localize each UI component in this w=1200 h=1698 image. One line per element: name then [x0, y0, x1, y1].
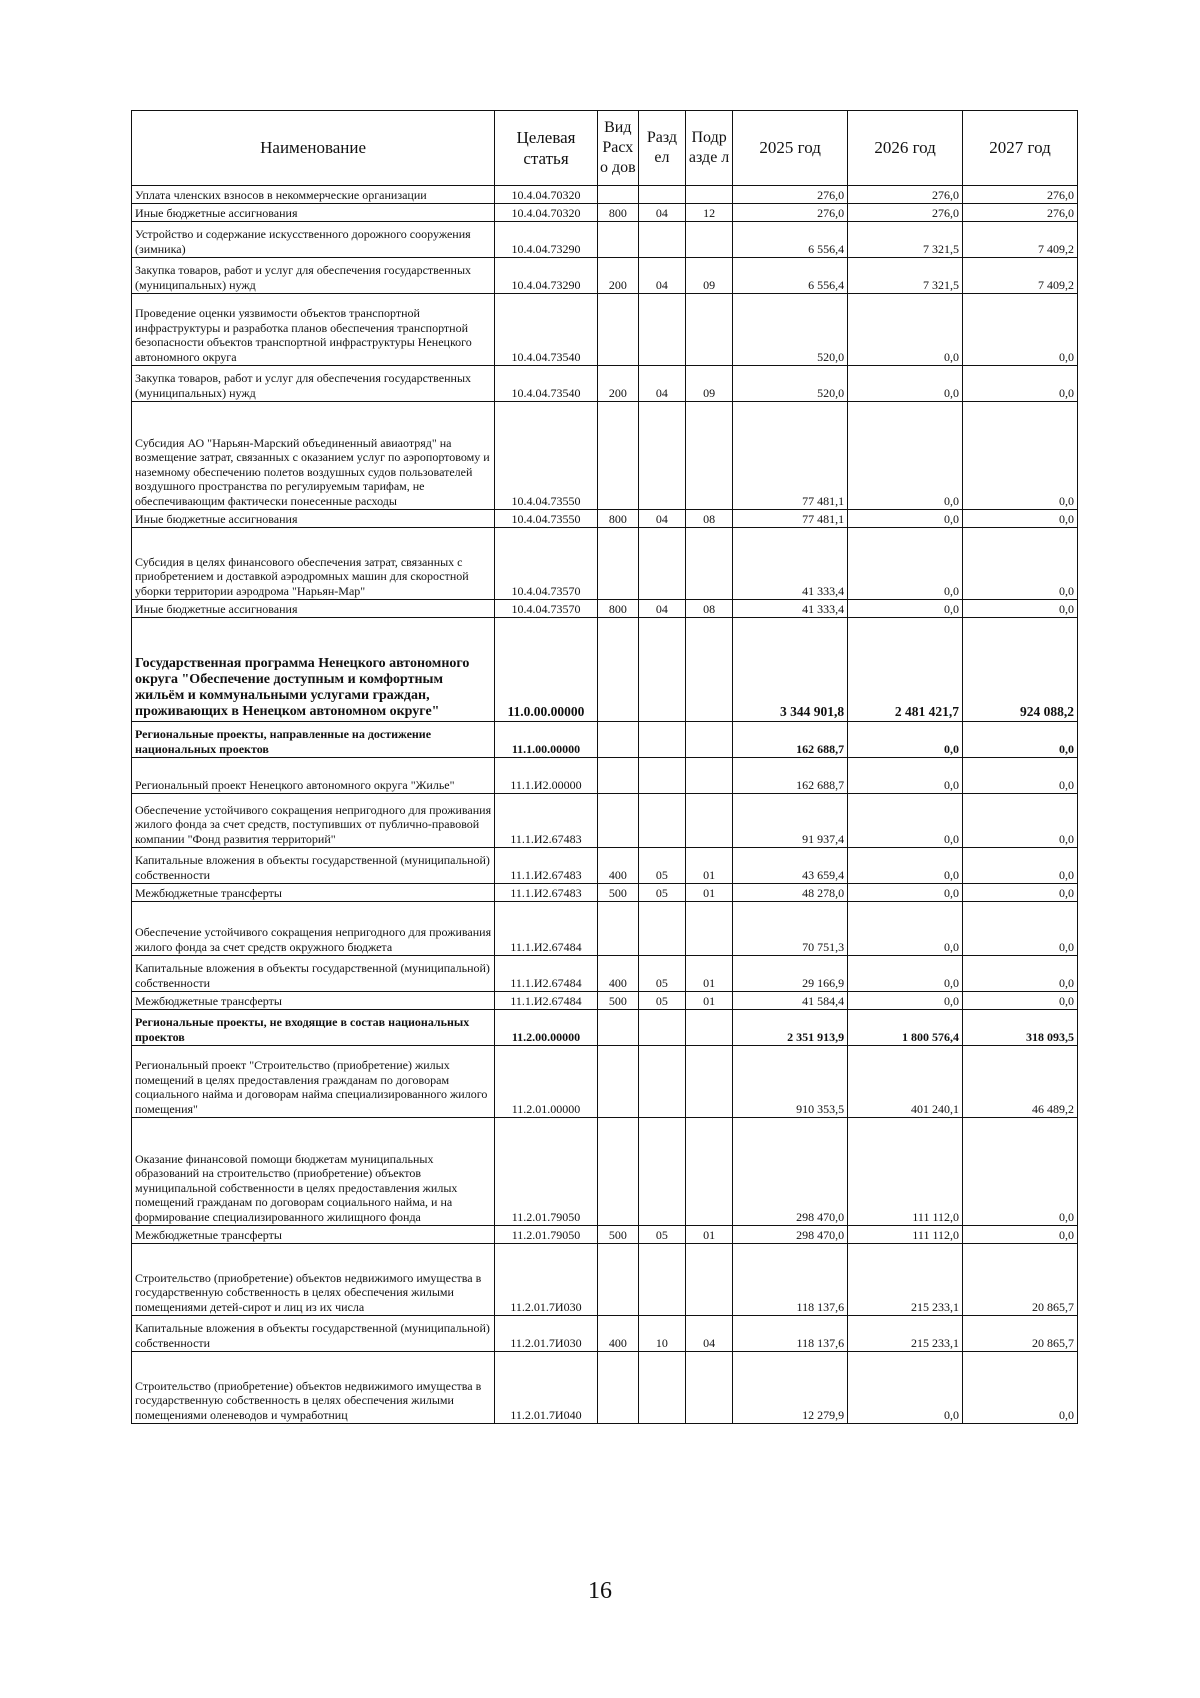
row-expense-type-cell: 400 [597, 1316, 638, 1352]
table-row [132, 222, 1078, 258]
row-2026-cell: 0,0 [848, 956, 963, 992]
header-target-article: Целевая статья [495, 111, 598, 186]
row-2027-cell: 0,0 [963, 294, 1078, 366]
row-2027-cell: 7 409,2 [963, 222, 1078, 258]
row-2026-cell: 0,0 [848, 366, 963, 402]
row-expense-type-cell: 800 [597, 510, 638, 528]
table-body [132, 186, 1078, 1424]
row-target-code-cell: 10.4.04.73570 [495, 528, 598, 600]
row-name-cell: Строительство (приобретение) объектов недвижимого имущества в государственную собственность в целях обеспечения жилыми помещениями детей-сирот и лиц из их числа [132, 1244, 495, 1316]
row-expense-type-cell: 500 [597, 1226, 638, 1244]
row-subsection-cell: 04 [686, 1316, 733, 1352]
row-2026-cell: 1 800 576,4 [848, 1010, 963, 1046]
row-target-code-cell: 11.1.00.00000 [495, 722, 598, 758]
row-2026-cell: 0,0 [848, 294, 963, 366]
row-2026-cell: 0,0 [848, 510, 963, 528]
row-subsection-cell [686, 618, 733, 722]
row-section-cell: 04 [638, 600, 685, 618]
table-row [132, 956, 1078, 992]
row-name-cell: Капитальные вложения в объекты государственной (муниципальной) собственности [132, 956, 495, 992]
row-subsection-cell: 09 [686, 366, 733, 402]
row-subsection-cell [686, 528, 733, 600]
row-subsection-cell [686, 1010, 733, 1046]
row-subsection-cell: 01 [686, 956, 733, 992]
row-2027-cell: 0,0 [963, 528, 1078, 600]
row-subsection-cell [686, 1118, 733, 1226]
row-section-cell [638, 618, 685, 722]
row-name-cell: Проведение оценки уязвимости объектов транспортной инфраструктуры и разработка планов обеспечения транспортной безопасности объектов транспортной инфраструктуры Ненецкого автономного округа [132, 294, 495, 366]
row-target-code-cell: 11.1.И2.67483 [495, 794, 598, 848]
row-target-code-cell: 11.1.И2.67484 [495, 992, 598, 1010]
row-2025-cell: 91 937,4 [733, 794, 848, 848]
table-row [132, 1316, 1078, 1352]
row-subsection-cell [686, 1352, 733, 1424]
table-row [132, 510, 1078, 528]
row-expense-type-cell: 200 [597, 366, 638, 402]
row-2027-cell: 46 489,2 [963, 1046, 1078, 1118]
row-2025-cell: 2 351 913,9 [733, 1010, 848, 1046]
row-2027-cell: 20 865,7 [963, 1244, 1078, 1316]
row-2025-cell: 41 333,4 [733, 528, 848, 600]
row-name-cell: Межбюджетные трансферты [132, 1226, 495, 1244]
table-row [132, 600, 1078, 618]
row-name-cell: Обеспечение устойчивого сокращения непригодного для проживания жилого фонда за счет средств, поступивших от публично-правовой компании "Фонд развития территорий" [132, 794, 495, 848]
row-target-code-cell: 11.1.И2.00000 [495, 758, 598, 794]
row-name-cell: Межбюджетные трансферты [132, 884, 495, 902]
row-expense-type-cell [597, 222, 638, 258]
row-name-cell: Иные бюджетные ассигнования [132, 510, 495, 528]
row-target-code-cell: 11.2.01.7И030 [495, 1316, 598, 1352]
row-2026-cell: 111 112,0 [848, 1118, 963, 1226]
row-2025-cell: 43 659,4 [733, 848, 848, 884]
row-target-code-cell: 11.0.00.00000 [495, 618, 598, 722]
row-expense-type-cell [597, 722, 638, 758]
row-2025-cell: 77 481,1 [733, 510, 848, 528]
row-subsection-cell [686, 722, 733, 758]
row-2027-cell: 0,0 [963, 510, 1078, 528]
row-target-code-cell: 10.4.04.73550 [495, 402, 598, 510]
row-subsection-cell: 01 [686, 992, 733, 1010]
table-row [132, 402, 1078, 510]
row-target-code-cell: 10.4.04.70320 [495, 186, 598, 204]
row-section-cell: 04 [638, 258, 685, 294]
row-section-cell [638, 902, 685, 956]
row-2026-cell: 215 233,1 [848, 1316, 963, 1352]
row-2027-cell: 276,0 [963, 204, 1078, 222]
row-name-cell: Строительство (приобретение) объектов недвижимого имущества в государственную собственность в целях обеспечения жилыми помещениями оленеводов и чумработниц [132, 1352, 495, 1424]
row-subsection-cell [686, 1046, 733, 1118]
row-expense-type-cell: 500 [597, 884, 638, 902]
table-row [132, 902, 1078, 956]
header-year-2025: 2025 год [733, 111, 848, 186]
row-section-cell [638, 222, 685, 258]
row-2025-cell: 41 584,4 [733, 992, 848, 1010]
row-subsection-cell: 09 [686, 258, 733, 294]
row-target-code-cell: 10.4.04.73540 [495, 366, 598, 402]
row-2026-cell: 0,0 [848, 600, 963, 618]
row-subsection-cell: 12 [686, 204, 733, 222]
row-target-code-cell: 11.2.01.00000 [495, 1046, 598, 1118]
row-name-cell: Закупка товаров, работ и услуг для обеспечения государственных (муниципальных) нужд [132, 258, 495, 294]
row-2025-cell: 77 481,1 [733, 402, 848, 510]
row-2027-cell: 0,0 [963, 848, 1078, 884]
row-2026-cell: 0,0 [848, 992, 963, 1010]
row-2026-cell: 0,0 [848, 1352, 963, 1424]
row-2025-cell: 276,0 [733, 186, 848, 204]
row-2027-cell: 0,0 [963, 1352, 1078, 1424]
row-2025-cell: 6 556,4 [733, 222, 848, 258]
table-row [132, 992, 1078, 1010]
row-2026-cell: 276,0 [848, 204, 963, 222]
row-target-code-cell: 11.2.01.7И030 [495, 1244, 598, 1316]
table-row [132, 258, 1078, 294]
row-expense-type-cell [597, 1046, 638, 1118]
row-section-cell: 05 [638, 848, 685, 884]
row-name-cell: Региональный проект Ненецкого автономного округа "Жилье" [132, 758, 495, 794]
row-2026-cell: 401 240,1 [848, 1046, 963, 1118]
row-2027-cell: 0,0 [963, 758, 1078, 794]
table-row [132, 758, 1078, 794]
row-target-code-cell: 10.4.04.73570 [495, 600, 598, 618]
row-name-cell: Государственная программа Ненецкого автономного округа "Обеспечение доступным и комфортным жильём и коммунальными услугами граждан, проживающих в Ненецком автономном округе" [132, 618, 495, 722]
table-row [132, 1010, 1078, 1046]
row-subsection-cell [686, 902, 733, 956]
row-name-cell: Капитальные вложения в объекты государственной (муниципальной) собственности [132, 1316, 495, 1352]
row-2027-cell: 276,0 [963, 186, 1078, 204]
row-2027-cell: 318 093,5 [963, 1010, 1078, 1046]
row-2026-cell: 0,0 [848, 884, 963, 902]
table-row [132, 1352, 1078, 1424]
row-section-cell: 05 [638, 884, 685, 902]
table-row [132, 1226, 1078, 1244]
row-2025-cell: 162 688,7 [733, 758, 848, 794]
table-row [132, 366, 1078, 402]
row-2027-cell: 0,0 [963, 1118, 1078, 1226]
row-name-cell: Региональный проект "Строительство (приобретение) жилых помещений в целях предоставления гражданам по договорам социального найма и договорам найма специализированного жилого помещения" [132, 1046, 495, 1118]
row-name-cell: Капитальные вложения в объекты государственной (муниципальной) собственности [132, 848, 495, 884]
row-target-code-cell: 10.4.04.73540 [495, 294, 598, 366]
table-row [132, 1118, 1078, 1226]
header-name: Наименование [132, 111, 495, 186]
row-name-cell: Уплата членских взносов в некоммерческие организации [132, 186, 495, 204]
row-subsection-cell: 01 [686, 884, 733, 902]
row-2026-cell: 7 321,5 [848, 222, 963, 258]
row-target-code-cell: 11.2.00.00000 [495, 1010, 598, 1046]
table-row [132, 186, 1078, 204]
header-subsection: Подр азде л [686, 111, 733, 186]
row-expense-type-cell [597, 902, 638, 956]
row-name-cell: Закупка товаров, работ и услуг для обеспечения государственных (муниципальных) нужд [132, 366, 495, 402]
row-2025-cell: 6 556,4 [733, 258, 848, 294]
row-target-code-cell: 10.4.04.73290 [495, 222, 598, 258]
row-expense-type-cell [597, 618, 638, 722]
table-row [132, 294, 1078, 366]
row-target-code-cell: 11.2.01.79050 [495, 1226, 598, 1244]
row-2025-cell: 12 279,9 [733, 1352, 848, 1424]
row-section-cell: 04 [638, 510, 685, 528]
row-subsection-cell: 01 [686, 848, 733, 884]
row-expense-type-cell: 400 [597, 848, 638, 884]
row-expense-type-cell [597, 1010, 638, 1046]
row-subsection-cell [686, 1244, 733, 1316]
row-section-cell: 05 [638, 992, 685, 1010]
row-2027-cell: 0,0 [963, 902, 1078, 956]
row-2025-cell: 520,0 [733, 294, 848, 366]
row-subsection-cell [686, 222, 733, 258]
row-2026-cell: 7 321,5 [848, 258, 963, 294]
table-row [132, 1244, 1078, 1316]
row-section-cell [638, 1118, 685, 1226]
row-2025-cell: 118 137,6 [733, 1316, 848, 1352]
row-section-cell: 04 [638, 204, 685, 222]
row-subsection-cell: 01 [686, 1226, 733, 1244]
row-2027-cell: 0,0 [963, 366, 1078, 402]
row-2027-cell: 0,0 [963, 600, 1078, 618]
row-2025-cell: 118 137,6 [733, 1244, 848, 1316]
row-2026-cell: 0,0 [848, 722, 963, 758]
row-2026-cell: 0,0 [848, 528, 963, 600]
row-section-cell: 05 [638, 956, 685, 992]
row-section-cell [638, 1010, 685, 1046]
table-header [132, 111, 1078, 186]
row-2027-cell: 0,0 [963, 884, 1078, 902]
row-2025-cell: 70 751,3 [733, 902, 848, 956]
row-2027-cell: 0,0 [963, 722, 1078, 758]
row-section-cell [638, 294, 685, 366]
row-2027-cell: 0,0 [963, 992, 1078, 1010]
row-2026-cell: 0,0 [848, 902, 963, 956]
row-expense-type-cell: 800 [597, 204, 638, 222]
table-row [132, 722, 1078, 758]
row-target-code-cell: 10.4.04.70320 [495, 204, 598, 222]
row-section-cell [638, 186, 685, 204]
table-row [132, 618, 1078, 722]
row-section-cell: 10 [638, 1316, 685, 1352]
row-subsection-cell [686, 294, 733, 366]
row-2025-cell: 29 166,9 [733, 956, 848, 992]
row-expense-type-cell [597, 528, 638, 600]
row-2025-cell: 41 333,4 [733, 600, 848, 618]
row-expense-type-cell [597, 758, 638, 794]
row-expense-type-cell [597, 1244, 638, 1316]
row-subsection-cell [686, 758, 733, 794]
page-number: 16 [588, 1578, 612, 1604]
row-target-code-cell: 11.1.И2.67484 [495, 956, 598, 992]
row-section-cell [638, 402, 685, 510]
row-target-code-cell: 10.4.04.73550 [495, 510, 598, 528]
row-2027-cell: 0,0 [963, 402, 1078, 510]
table-row [132, 1046, 1078, 1118]
row-name-cell: Обеспечение устойчивого сокращения непригодного для проживания жилого фонда за счет средств окружного бюджета [132, 902, 495, 956]
row-name-cell: Иные бюджетные ассигнования [132, 204, 495, 222]
row-2027-cell: 0,0 [963, 956, 1078, 992]
row-2026-cell: 2 481 421,7 [848, 618, 963, 722]
row-name-cell: Субсидия АО "Нарьян-Марский объединенный авиаотряд" на возмещение затрат, связанных с оказанием услуг по аэропортовому и наземному обеспечению полетов воздушных судов пользователей воздушного пространства по регулируемым тарифам, не обеспечивающим фактически понесенные расходы [132, 402, 495, 510]
row-name-cell: Межбюджетные трансферты [132, 992, 495, 1010]
row-name-cell: Региональные проекты, направленные на достижение национальных проектов [132, 722, 495, 758]
row-2025-cell: 48 278,0 [733, 884, 848, 902]
row-expense-type-cell: 200 [597, 258, 638, 294]
row-expense-type-cell [597, 1118, 638, 1226]
row-2025-cell: 910 353,5 [733, 1046, 848, 1118]
row-section-cell [638, 1244, 685, 1316]
row-section-cell [638, 758, 685, 794]
row-section-cell: 05 [638, 1226, 685, 1244]
header-year-2026: 2026 год [848, 111, 963, 186]
table-row [132, 884, 1078, 902]
row-2027-cell: 924 088,2 [963, 618, 1078, 722]
row-2026-cell: 0,0 [848, 402, 963, 510]
budget-table [131, 110, 1078, 1424]
row-2025-cell: 276,0 [733, 204, 848, 222]
row-expense-type-cell [597, 402, 638, 510]
header-section: Разд ел [638, 111, 685, 186]
row-name-cell: Региональные проекты, не входящие в состав национальных проектов [132, 1010, 495, 1046]
row-name-cell: Устройство и содержание искусственного дорожного сооружения (зимника) [132, 222, 495, 258]
table-row [132, 794, 1078, 848]
row-section-cell [638, 722, 685, 758]
row-2026-cell: 0,0 [848, 794, 963, 848]
row-2026-cell: 0,0 [848, 848, 963, 884]
row-2025-cell: 298 470,0 [733, 1118, 848, 1226]
row-2026-cell: 276,0 [848, 186, 963, 204]
row-target-code-cell: 10.4.04.73290 [495, 258, 598, 294]
row-section-cell [638, 1352, 685, 1424]
row-subsection-cell [686, 794, 733, 848]
row-2026-cell: 111 112,0 [848, 1226, 963, 1244]
row-expense-type-cell: 400 [597, 956, 638, 992]
table-row [132, 528, 1078, 600]
row-2027-cell: 0,0 [963, 1226, 1078, 1244]
row-section-cell [638, 794, 685, 848]
row-name-cell: Субсидия в целях финансового обеспечения затрат, связанных с приобретением и доставкой аэродромных машин для скоростной уборки территории аэродрома "Нарьян-Мар" [132, 528, 495, 600]
row-subsection-cell: 08 [686, 600, 733, 618]
row-expense-type-cell [597, 186, 638, 204]
row-2025-cell: 3 344 901,8 [733, 618, 848, 722]
table-row [132, 204, 1078, 222]
row-section-cell: 04 [638, 366, 685, 402]
row-2025-cell: 520,0 [733, 366, 848, 402]
row-expense-type-cell: 500 [597, 992, 638, 1010]
row-target-code-cell: 11.1.И2.67483 [495, 884, 598, 902]
table-row [132, 848, 1078, 884]
row-section-cell [638, 1046, 685, 1118]
row-2027-cell: 7 409,2 [963, 258, 1078, 294]
row-2026-cell: 215 233,1 [848, 1244, 963, 1316]
row-target-code-cell: 11.2.01.7И040 [495, 1352, 598, 1424]
row-2025-cell: 162 688,7 [733, 722, 848, 758]
row-2025-cell: 298 470,0 [733, 1226, 848, 1244]
row-target-code-cell: 11.1.И2.67483 [495, 848, 598, 884]
row-subsection-cell [686, 402, 733, 510]
row-subsection-cell: 08 [686, 510, 733, 528]
row-expense-type-cell [597, 794, 638, 848]
row-target-code-cell: 11.1.И2.67484 [495, 902, 598, 956]
row-expense-type-cell: 800 [597, 600, 638, 618]
row-2026-cell: 0,0 [848, 758, 963, 794]
row-2027-cell: 0,0 [963, 794, 1078, 848]
row-2027-cell: 20 865,7 [963, 1316, 1078, 1352]
row-name-cell: Оказание финансовой помощи бюджетам муниципальных образований на строительство (приобретение) объектов муниципальной собственности в целях предоставления жилых помещений гражданам по договорам социального найма, и на формирование специализированного жилищного фонда [132, 1118, 495, 1226]
row-target-code-cell: 11.2.01.79050 [495, 1118, 598, 1226]
row-expense-type-cell [597, 1352, 638, 1424]
row-subsection-cell [686, 186, 733, 204]
row-expense-type-cell [597, 294, 638, 366]
row-section-cell [638, 528, 685, 600]
header-year-2027: 2027 год [963, 111, 1078, 186]
row-name-cell: Иные бюджетные ассигнования [132, 600, 495, 618]
header-expense-type: Вид Расхо дов [597, 111, 638, 186]
